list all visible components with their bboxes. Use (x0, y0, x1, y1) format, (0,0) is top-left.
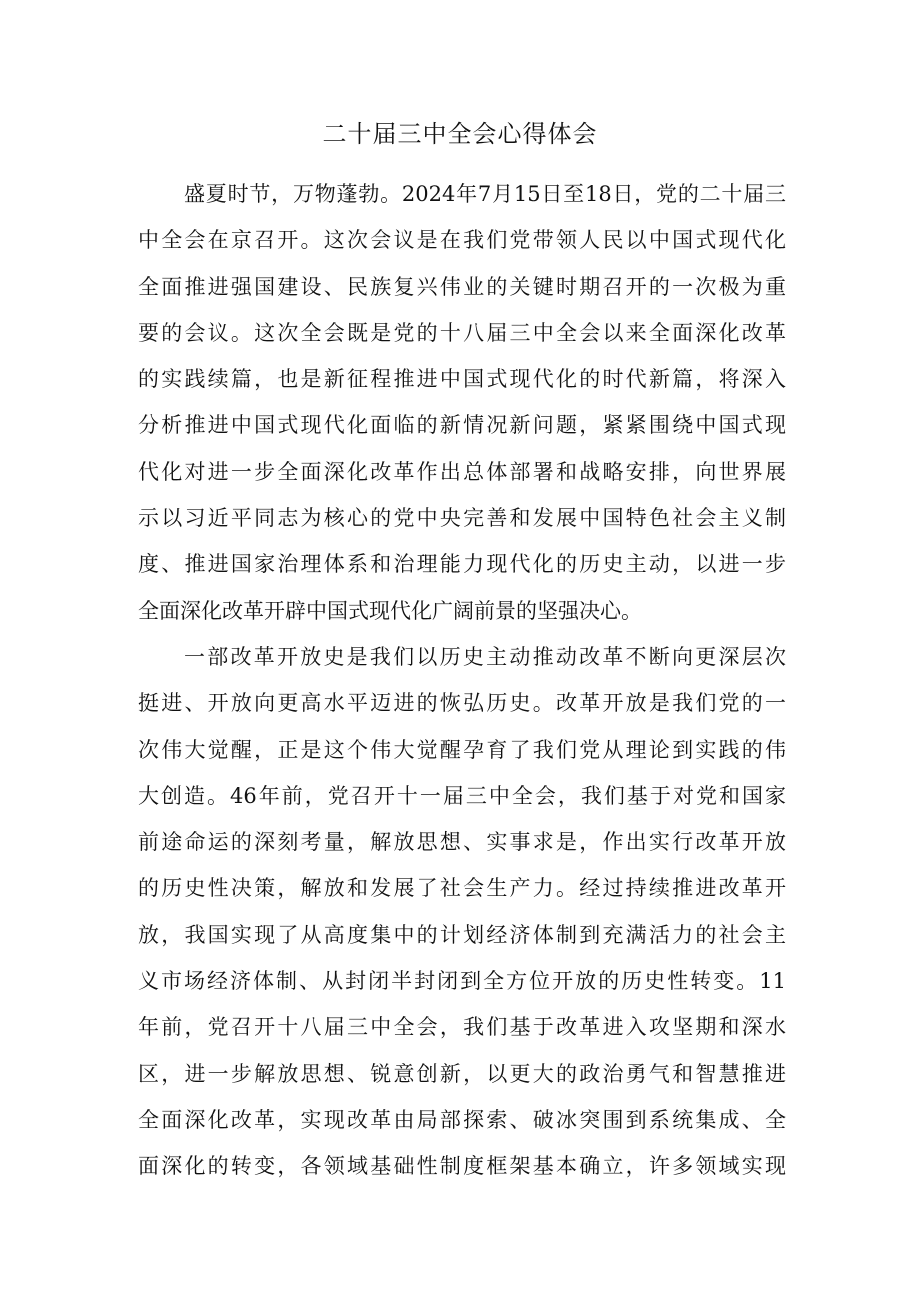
text-line: 的历史性决策，解放和发展了社会生产力。经过持续推进改革开 (138, 876, 786, 901)
paragraph-1 (138, 171, 786, 634)
text-line: 放，我国实现了从高度集中的计划经济体制到充满活力的社会主 (138, 922, 786, 947)
text-line: 义市场经济体制、从封闭半封闭到全方位开放的历史性转变。11 (138, 969, 786, 994)
text-line: 示以习近平同志为核心的党中央完善和发展中国特色社会主义制 (138, 506, 786, 531)
text-line: 中全会在京召开。这次会议是在我们党带领人民以中国式现代化 (138, 228, 786, 253)
text-line: 代化对进一步全面深化改革作出总体部署和战略安排，向世界展 (138, 459, 786, 484)
text-line: 区，进一步解放思想、锐意创新，以更大的政治勇气和智慧推进 (138, 1061, 786, 1086)
text-line: 次伟大觉醒，正是这个伟大觉醒孕育了我们党从理论到实践的伟 (138, 737, 786, 762)
text-line: 盛夏时节，万物蓬勃。2024年7月15日至18日，党的二十届三 (184, 182, 786, 206)
text-line: 要的会议。这次全会既是党的十八届三中全会以来全面深化改革 (138, 320, 786, 345)
text-line: 全面深化改革，实现改革由局部探索、破冰突围到系统集成、全 (138, 1107, 786, 1132)
text-line: 的实践续篇，也是新征程推进中国式现代化的时代新篇，将深入 (138, 367, 786, 392)
text-line: 面深化的转变，各领域基础性制度框架基本确立，许多领域实现 (138, 1154, 786, 1179)
text-line: 年前，党召开十八届三中全会，我们基于改革进入攻坚期和深水 (138, 1015, 786, 1040)
document-title: 二十届三中全会心得体会 (322, 120, 598, 148)
text-line: 全面推进强国建设、民族复兴伟业的关键时期召开的一次极为重 (138, 274, 786, 299)
text-line: 前途命运的深刻考量，解放思想、实事求是，作出实行改革开放 (138, 830, 786, 855)
text-line: 全面深化改革开辟中国式现代化广阔前景的坚强决心。 (138, 598, 642, 623)
paragraph-2 (138, 634, 786, 1190)
text-line: 分析推进中国式现代化面临的新情况新问题，紧紧围绕中国式现 (138, 413, 786, 438)
text-line: 度、推进国家治理体系和治理能力现代化的历史主动，以进一步 (138, 552, 786, 577)
text-line: 挺进、开放向更高水平迈进的恢弘历史。改革开放是我们党的一 (138, 691, 786, 716)
document-body (138, 171, 786, 1190)
text-line: 一部改革开放史是我们以历史主动推动改革不断向更深层次 (184, 644, 786, 669)
text-line: 大创造。46年前，党召开十一届三中全会，我们基于对党和国家 (138, 783, 786, 808)
